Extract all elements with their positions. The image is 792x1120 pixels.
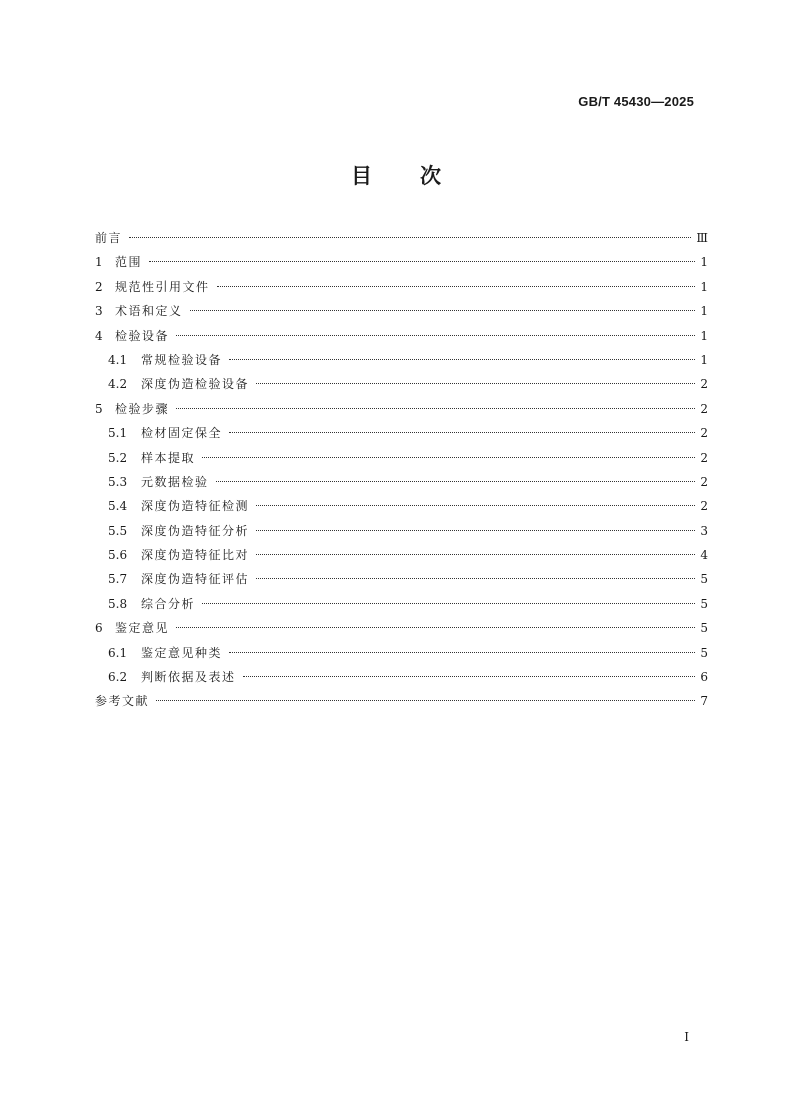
toc-leader-dots xyxy=(217,286,696,287)
toc-entry[interactable] xyxy=(95,226,708,250)
toc-entry-title: 深度伪造检验设备 xyxy=(141,377,250,392)
toc-entry[interactable] xyxy=(95,494,708,518)
toc-entry-page: 1 xyxy=(700,255,708,270)
toc-leader-dots xyxy=(229,359,695,360)
toc-entry-page: 2 xyxy=(700,450,708,465)
toc-leader-dots xyxy=(229,652,695,653)
toc-leader-dots xyxy=(156,700,695,701)
toc-entry-title: 检验步骤 xyxy=(115,401,170,416)
toc-entry-number: 5.8 xyxy=(108,596,128,611)
toc-entry[interactable] xyxy=(95,665,708,689)
toc-entry[interactable] xyxy=(95,543,708,567)
toc-entry-page: 3 xyxy=(700,523,708,538)
toc-leader-dots xyxy=(256,554,695,555)
toc-entry[interactable] xyxy=(95,567,708,591)
toc-entry-page: 2 xyxy=(700,401,708,416)
toc-entry-title: 深度伪造特征比对 xyxy=(141,548,250,563)
toc-entry-number: 5.1 xyxy=(108,426,128,441)
toc-entry[interactable] xyxy=(95,470,708,494)
toc-entry-title: 样本提取 xyxy=(141,450,196,465)
toc-entry-page: 1 xyxy=(700,328,708,343)
toc-entry-number: 4.1 xyxy=(108,352,128,367)
toc-entry-page: 2 xyxy=(700,499,708,514)
toc-entry-page: Ⅲ xyxy=(696,231,708,245)
toc-leader-dots xyxy=(176,335,695,336)
toc-entry[interactable] xyxy=(95,519,708,543)
toc-entry-number: 4 xyxy=(95,328,103,343)
toc-entry-title: 鉴定意见种类 xyxy=(141,645,223,660)
toc-leader-dots xyxy=(216,481,696,482)
toc-leader-dots xyxy=(129,237,691,238)
toc-entry-number: 5.5 xyxy=(108,523,128,538)
toc-entry-title: 深度伪造特征评估 xyxy=(141,572,250,587)
toc-entry-page: 5 xyxy=(700,572,708,587)
toc-entry-page: 2 xyxy=(700,426,708,441)
toc-entry[interactable] xyxy=(95,616,708,640)
toc-entry-number: 2 xyxy=(95,279,103,294)
toc-leader-dots xyxy=(256,383,695,384)
toc-entry-number: 5.2 xyxy=(108,450,128,465)
toc-leader-dots xyxy=(149,261,695,262)
toc-entry[interactable] xyxy=(95,348,708,372)
toc-entry-page: 5 xyxy=(700,645,708,660)
toc-entry-page: 7 xyxy=(700,694,708,709)
toc-entry[interactable] xyxy=(95,421,708,445)
toc-entry-number: 4.2 xyxy=(108,377,128,392)
toc-entry[interactable] xyxy=(95,397,708,421)
toc-entry-number: 5.6 xyxy=(108,548,128,563)
toc-leader-dots xyxy=(176,627,695,628)
toc-entry-number: 1 xyxy=(95,255,103,270)
toc-entry-page: 2 xyxy=(700,474,708,489)
toc-entry-page: 2 xyxy=(700,377,708,392)
page-number: I xyxy=(684,1030,689,1044)
toc-entry-title: 参考文献 xyxy=(95,694,150,709)
toc-entry-title: 术语和定义 xyxy=(115,304,183,319)
toc-entry-title: 综合分析 xyxy=(141,596,196,611)
toc-entry-page: 5 xyxy=(700,621,708,636)
table-of-contents xyxy=(95,226,708,714)
toc-leader-dots xyxy=(243,676,696,677)
toc-entry-page: 4 xyxy=(700,548,708,563)
toc-entry-number: 6.2 xyxy=(108,670,128,685)
toc-entry-title: 常规检验设备 xyxy=(141,352,223,367)
toc-entry-page: 6 xyxy=(700,670,708,685)
toc-entry-title: 判断依据及表述 xyxy=(141,670,236,685)
toc-entry-title: 深度伪造特征检测 xyxy=(141,499,250,514)
toc-leader-dots xyxy=(176,408,695,409)
toc-leader-dots xyxy=(202,603,695,604)
toc-entry[interactable] xyxy=(95,446,708,470)
toc-entry-number: 5.4 xyxy=(108,499,128,514)
toc-entry-title: 前言 xyxy=(95,231,123,245)
document-code: GB/T 45430—2025 xyxy=(578,94,694,109)
toc-entry-title: 深度伪造特征分析 xyxy=(141,523,250,538)
toc-entry-page: 1 xyxy=(700,352,708,367)
toc-entry[interactable] xyxy=(95,275,708,299)
toc-entry[interactable] xyxy=(95,689,708,713)
toc-entry-number: 3 xyxy=(95,304,103,319)
toc-leader-dots xyxy=(256,578,695,579)
toc-entry[interactable] xyxy=(95,299,708,323)
toc-leader-dots xyxy=(202,457,695,458)
toc-entry-number: 5.7 xyxy=(108,572,128,587)
toc-entry-page: 1 xyxy=(700,279,708,294)
toc-entry-title: 元数据检验 xyxy=(141,474,209,489)
toc-entry[interactable] xyxy=(95,250,708,274)
toc-entry-title: 鉴定意见 xyxy=(115,621,170,636)
toc-leader-dots xyxy=(256,505,695,506)
toc-entry-number: 6 xyxy=(95,621,103,636)
toc-entry-page: 5 xyxy=(700,596,708,611)
toc-leader-dots xyxy=(229,432,695,433)
toc-entry-title: 规范性引用文件 xyxy=(115,279,210,294)
toc-entry[interactable] xyxy=(95,324,708,348)
toc-leader-dots xyxy=(190,310,696,311)
toc-entry-title: 检材固定保全 xyxy=(141,426,223,441)
toc-entry-number: 6.1 xyxy=(108,645,128,660)
toc-entry[interactable] xyxy=(95,372,708,396)
toc-entry-title: 检验设备 xyxy=(115,328,170,343)
toc-entry[interactable] xyxy=(95,592,708,616)
toc-entry-page: 1 xyxy=(700,304,708,319)
toc-leader-dots xyxy=(256,530,695,531)
toc-entry[interactable] xyxy=(95,641,708,665)
page-title: 目次 xyxy=(351,164,489,188)
toc-entry-title: 范围 xyxy=(115,255,143,270)
toc-entry-number: 5 xyxy=(95,401,103,416)
toc-entry-number: 5.3 xyxy=(108,474,128,489)
